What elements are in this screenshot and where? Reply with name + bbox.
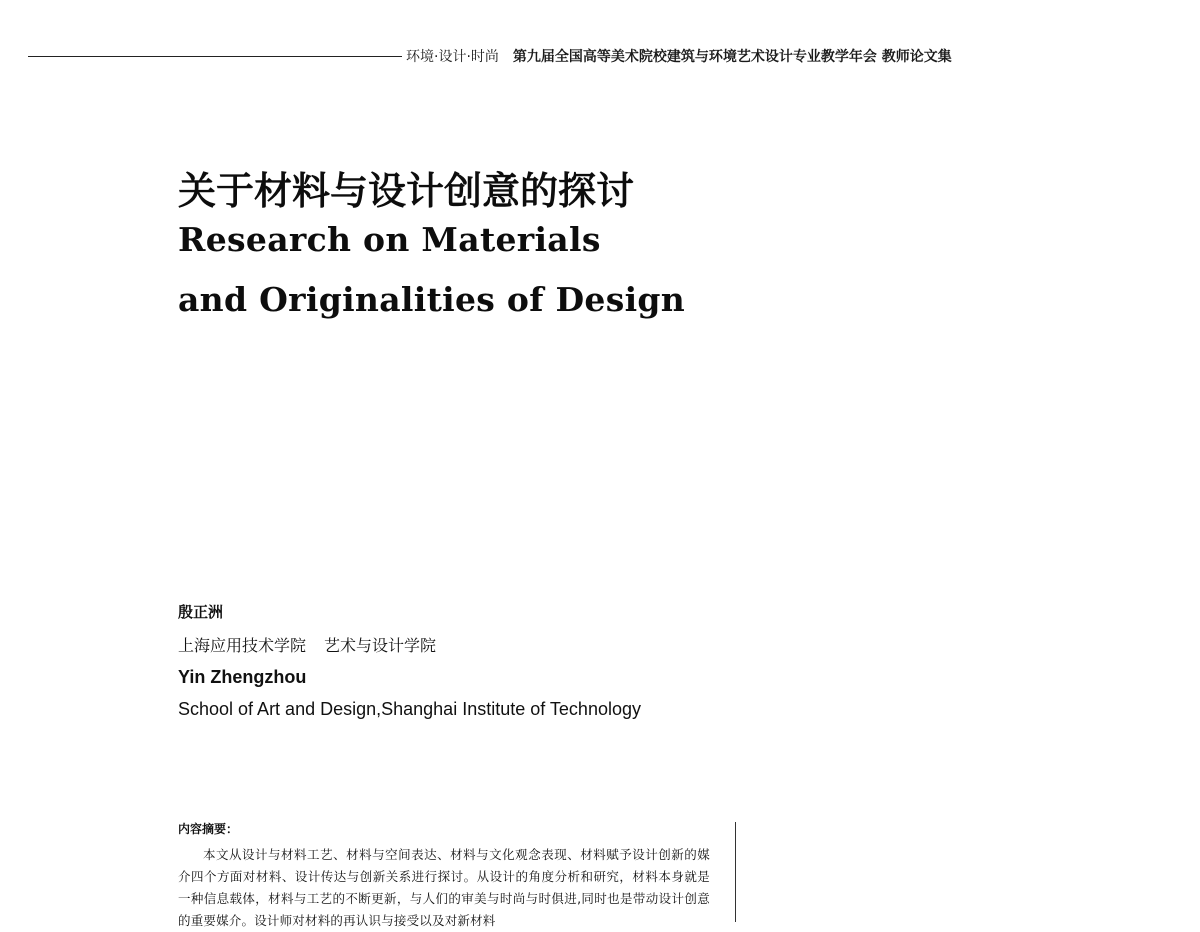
title-en-line1: Research on Materials (178, 220, 601, 259)
title-zh: 关于材料与设计创意的探讨 (178, 168, 635, 213)
author-block (178, 600, 798, 722)
abstract-label: 内容摘要： (178, 822, 239, 836)
author-name-zh: 殷正洲 (178, 603, 224, 621)
affiliation-zh-institute: 上海应用技术学院 (178, 636, 307, 655)
author-name-en: Yin Zhengzhou (178, 667, 307, 687)
author-affiliation-en: School of Art and Design,Shanghai Institute of Technology (178, 699, 641, 719)
running-header (406, 46, 952, 66)
affiliation-zh-school: 艺术与设计学院 (324, 636, 437, 655)
abstract-body: 本文从设计与材料工艺、材料与空间表达、材料与文化观念表现、材料赋予设计创新的媒介四个方面对材料、设计传达与创新关系进行探讨。从设计的角度分析和研究，材料本身就是一种信息载体，材料与工艺的不断更新，与人们的审美与时尚与时俱进,同时也是带动设计创意的重要媒介。设计师对材料的再认识与接受以及对新材料 (178, 847, 710, 928)
column-divider (735, 822, 736, 922)
header-rule (28, 56, 402, 57)
author-affiliation-zh (178, 634, 798, 658)
abstract (178, 820, 710, 932)
header-series: 环境·设计·时尚 (406, 49, 499, 65)
header-collection: 第九届全国高等美术院校建筑与环境艺术设计专业教学年会 教师论文集 (512, 49, 952, 65)
title-en-line2: and Originalities of Design (178, 280, 686, 319)
